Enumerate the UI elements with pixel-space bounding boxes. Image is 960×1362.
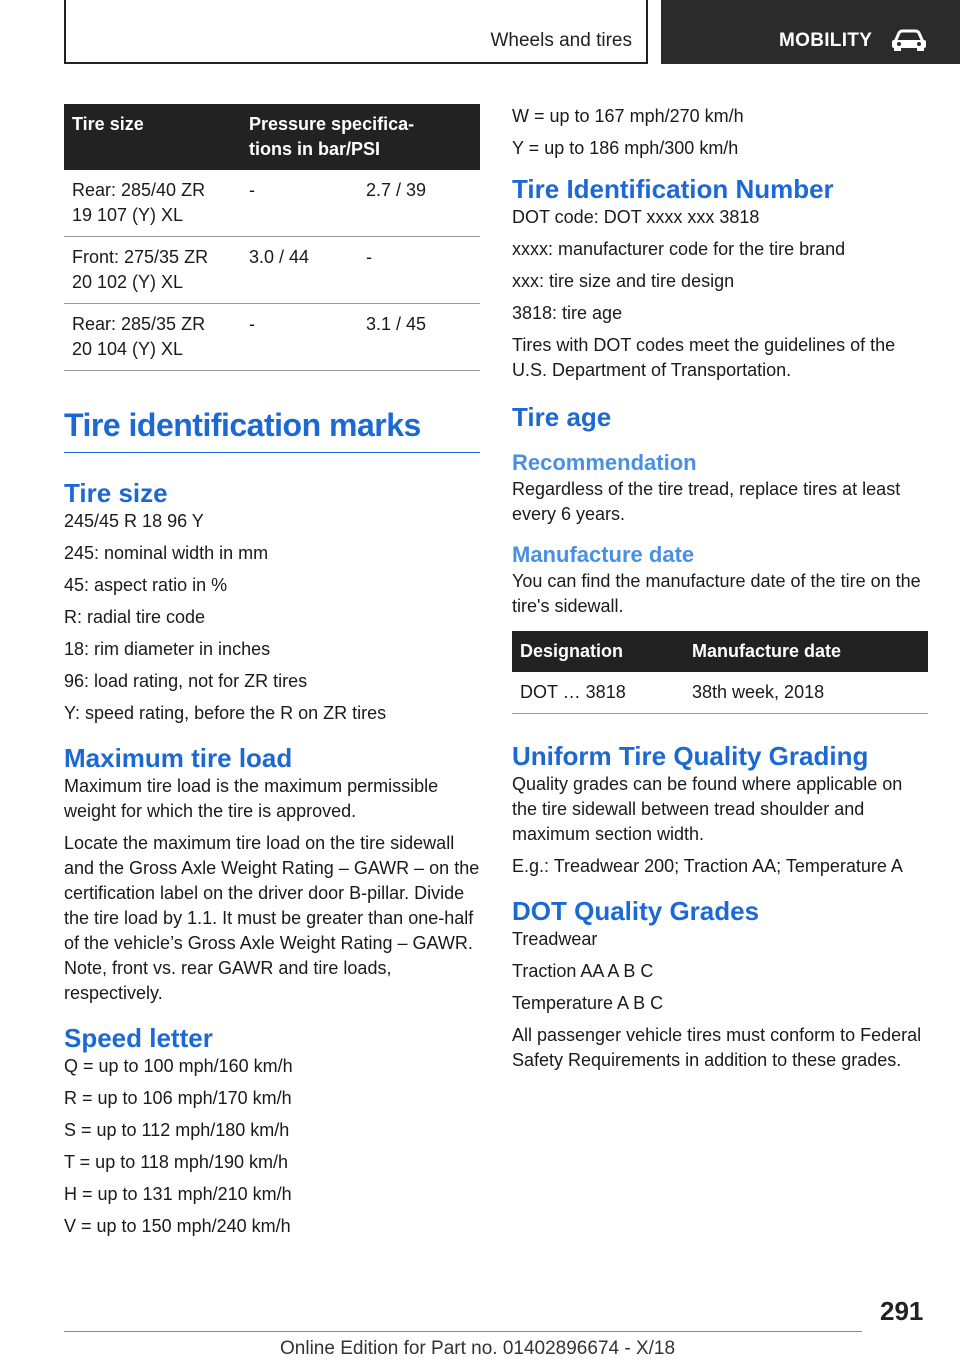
paragraph: Tires with DOT codes meet the guidelines of the U.S. Department of Transportation. [512, 335, 896, 380]
footer-edition-text: Online Edition for Part no. 01402896674 - X/18 [280, 1338, 676, 1359]
table-cell: Front: 275/35 ZR 20 102 (Y) XL [64, 237, 241, 304]
paragraph: Locate the maximum tire load on the tire sidewall and the Gross Axle Weight Rating – GAWR – on the certification label on the driver door B-pillar. Divide the tire load by 1.1. It must be greater than one-half of the vehicle’s Gross Axle Weight Rating – GAWR. Note, front vs. rear GAWR and tire loads, respectively. [64, 833, 480, 1003]
text-line: R: radial tire code [64, 607, 206, 627]
table-cell: - [241, 304, 358, 371]
paragraph: Regardless of the tire tread, replace tires at least every 6 years. [512, 479, 901, 524]
table-header: Tire size [64, 104, 241, 170]
car-icon [891, 28, 927, 52]
table-row [64, 170, 480, 237]
table-cell: DOT … 3818 [512, 672, 684, 714]
text-line: T = up to 118 mph/190 km/h [64, 1152, 288, 1172]
subheading-max-load: Maximum tire load [64, 743, 293, 773]
table-header-row [512, 631, 928, 672]
subheading-recommendation: Recommendation [512, 450, 697, 475]
pressure-table [64, 104, 480, 371]
text-line: S = up to 112 mph/180 km/h [64, 1120, 290, 1140]
text-line: Treadwear [512, 929, 598, 949]
table-cell: 38th week, 2018 [684, 672, 928, 714]
right-column [512, 104, 928, 1073]
chapter-title: MOBILITY [779, 30, 873, 51]
text-line: 45: aspect ratio in % [64, 575, 228, 595]
subheading-tin: Tire Identification Number [512, 174, 834, 204]
table-row [64, 237, 480, 304]
section-tab[interactable] [64, 0, 648, 64]
table-cell: - [241, 170, 358, 237]
text-line: H = up to 131 mph/210 km/h [64, 1184, 292, 1204]
text-line: 245/45 R 18 96 Y [64, 511, 204, 531]
text-line: DOT code: DOT xxxx xxx 3818 [512, 207, 760, 227]
paragraph: Maximum tire load is the maximum permissible weight for which the tire is approved. [64, 776, 439, 821]
text-line: 245: nominal width in mm [64, 543, 269, 563]
paragraph: You can find the manufacture date of the tire on the tire's sidewall. [512, 571, 921, 616]
table-header: Designation [512, 631, 684, 672]
text-line: 18: rim diameter in inches [64, 639, 271, 659]
table-cell: Rear: 285/35 ZR 20 104 (Y) XL [64, 304, 241, 371]
table-header: Manufacture date [684, 631, 928, 672]
manufacture-date-table [512, 631, 928, 714]
table-cell: 3.1 / 45 [358, 304, 480, 371]
text-line: Y: speed rating, before the R on ZR tires [64, 703, 387, 723]
section-title: Wheels and tires [490, 30, 632, 51]
text-line: W = up to 167 mph/270 km/h [512, 106, 744, 126]
table-cell: 2.7 / 39 [358, 170, 480, 237]
text-line: xxxx: manufacturer code for the tire brand [512, 239, 846, 259]
chapter-tab[interactable] [661, 0, 960, 64]
subheading-tire-size: Tire size [64, 478, 168, 508]
table-row [64, 304, 480, 371]
table-header-row [64, 104, 480, 170]
paragraph: Quality grades can be found where applicable on the tire sidewall between tread shoulder and maximum section width. [512, 774, 903, 844]
table-header: Pressure specifica- tions in bar/PSI [241, 104, 480, 170]
text-line: Q = up to 100 mph/160 km/h [64, 1056, 293, 1076]
text-line: Traction AA A B C [512, 961, 654, 981]
text-line: R = up to 106 mph/170 km/h [64, 1088, 292, 1108]
section-heading: Tire identification marks [64, 407, 480, 453]
subheading-tire-age: Tire age [512, 402, 612, 432]
footer-divider [64, 1331, 862, 1332]
paragraph: All passenger vehicle tires must conform to Federal Safety Requirements in addition to these grades. [512, 1025, 922, 1070]
text-line: 96: load rating, not for ZR tires [64, 671, 308, 691]
text-line: Temperature A B C [512, 993, 664, 1013]
paragraph: E.g.: Treadwear 200; Traction AA; Temperature A [512, 856, 903, 876]
text-line: Y = up to 186 mph/300 km/h [512, 138, 739, 158]
table-cell: Rear: 285/40 ZR 19 107 (Y) XL [64, 170, 241, 237]
table-row [512, 672, 928, 714]
subheading-speed: Speed letter [64, 1023, 213, 1053]
subheading-manufacture-date: Manufacture date [512, 542, 695, 567]
page-number: 291 [880, 1296, 924, 1326]
text-line: xxx: tire size and tire design [512, 271, 735, 291]
left-column [64, 104, 480, 1239]
text-line: 3818: tire age [512, 303, 623, 323]
page-header [0, 0, 960, 66]
table-cell: 3.0 / 44 [241, 237, 358, 304]
text-line: V = up to 150 mph/240 km/h [64, 1216, 291, 1236]
table-cell: - [358, 237, 480, 304]
subheading-utqg: Uniform Tire Quality Grading [512, 741, 869, 771]
subheading-dot-grades: DOT Quality Grades [512, 896, 760, 926]
